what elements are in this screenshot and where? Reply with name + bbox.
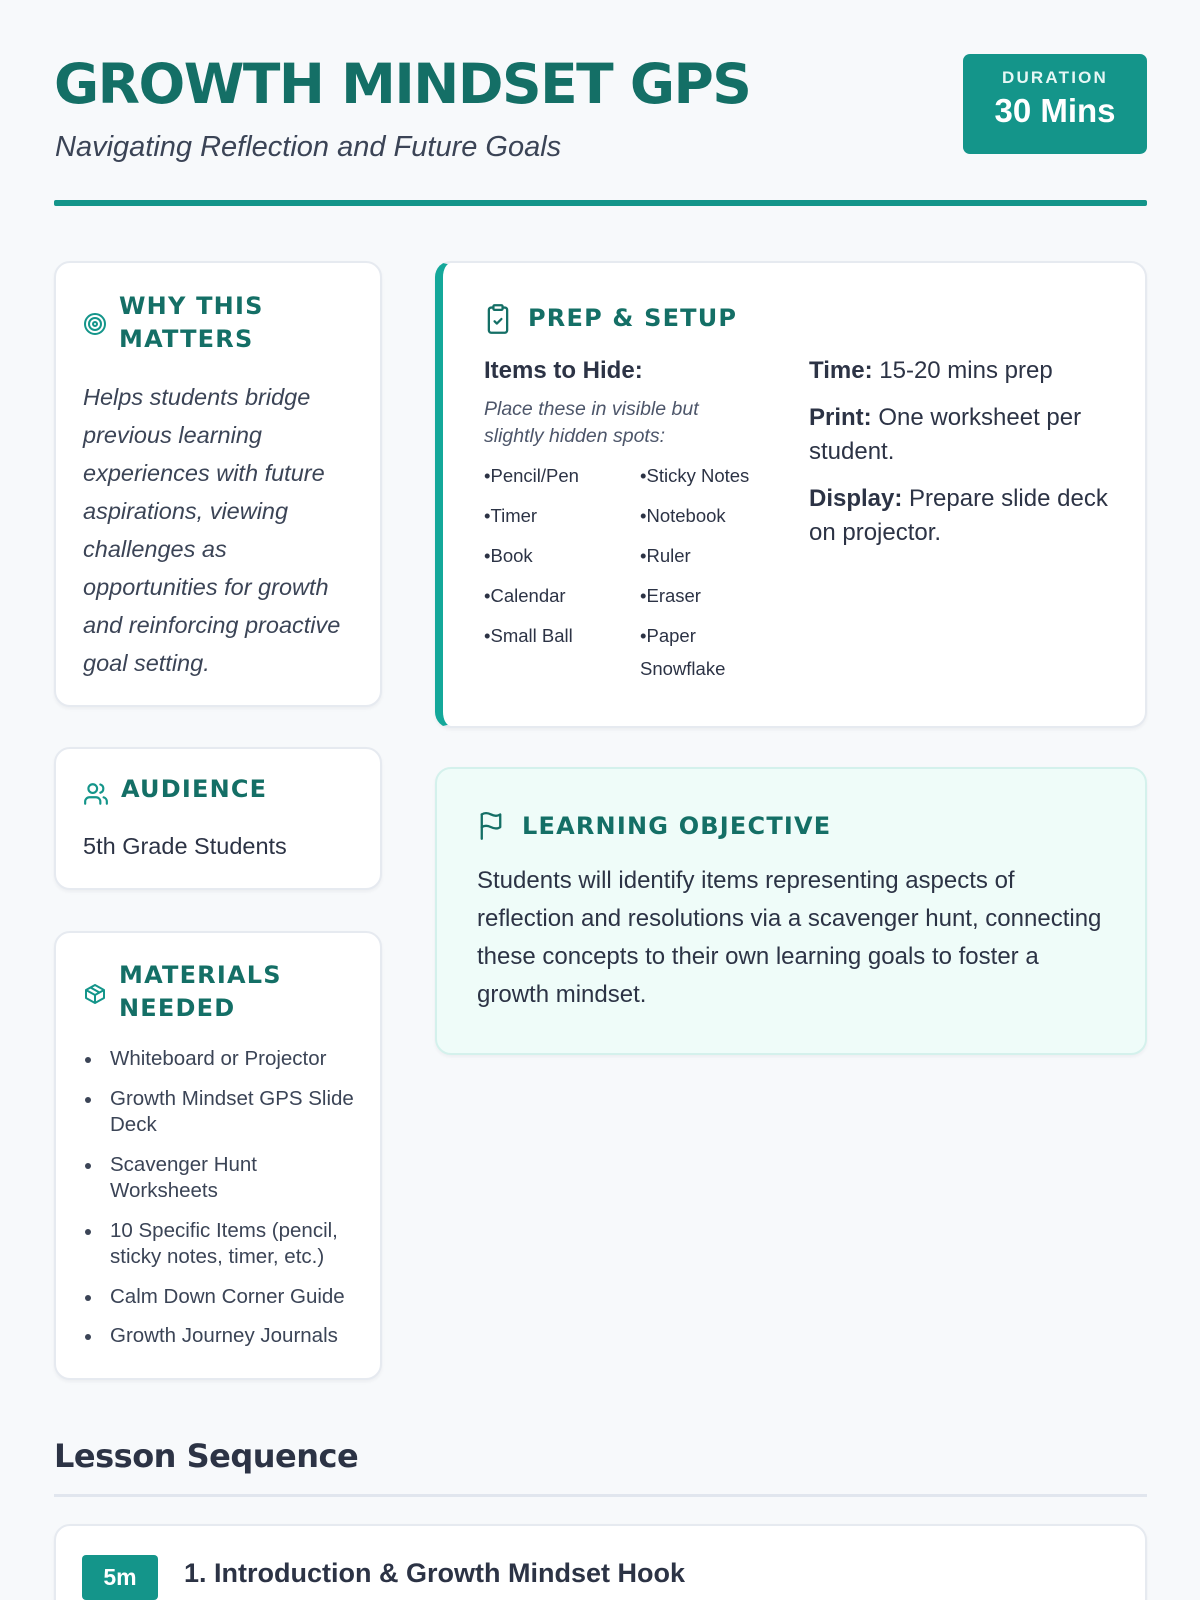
time-label: Time: [809, 357, 873, 384]
step-title: 1. Introduction & Growth Mindset Hook [184, 1558, 685, 1588]
duration-badge [963, 54, 1147, 154]
lesson-plan-page [54, 0, 1147, 1590]
audience-text: 5th Grade Students [83, 833, 287, 859]
list-item: • Small Ball [484, 619, 634, 652]
why-text: Helps students bridge previous learning experiences with future aspirations, viewing challenges as opportunities for growth and reinforcing proactive goal setting. [83, 384, 341, 676]
box-icon [83, 982, 107, 1006]
users-icon [83, 781, 109, 807]
target-icon [83, 312, 107, 336]
objective-title: LEARNING OBJECTIVE [522, 812, 832, 840]
clipboard-check-icon [484, 303, 512, 335]
list-item: • Paper Snowflake [640, 619, 780, 685]
why-card [54, 261, 382, 707]
sequence-title: Lesson Sequence [54, 1437, 359, 1475]
list-item: • Ruler [640, 539, 780, 572]
prep-card [435, 261, 1147, 728]
flag-icon [477, 811, 505, 841]
step-duration-badge: 5m [82, 1555, 158, 1600]
list-item: • Timer [484, 499, 634, 532]
sequence-step [54, 1524, 1147, 1600]
print-label: Print: [809, 404, 872, 431]
list-item: Growth Mindset GPS Slide Deck [83, 1086, 358, 1139]
list-item: • Sticky Notes [640, 459, 780, 492]
list-item: Whiteboard or Projector [83, 1046, 358, 1073]
prep-title: PREP & SETUP [528, 304, 738, 332]
list-item: Growth Journey Journals [83, 1323, 358, 1350]
list-item: • Notebook [640, 499, 780, 532]
objective-text: Students will identify items representing aspects of reflection and resolutions via a scavenger hunt, connecting these concepts to their own learning goals to foster a growth mindset. [477, 867, 1102, 1008]
duration-label: DURATION [1001, 68, 1109, 87]
display-value: Prepare slide deck on projector. [809, 485, 1108, 546]
objective-card [435, 767, 1147, 1055]
audience-card [54, 747, 382, 890]
list-item: Calm Down Corner Guide [83, 1284, 358, 1311]
sequence-divider [54, 1494, 1147, 1497]
list-item: Scavenger Hunt Worksheets [83, 1152, 358, 1205]
hide-list-left [484, 459, 634, 659]
prep-display [809, 482, 1119, 550]
prep-time [809, 354, 1119, 388]
page-subtitle: Navigating Reflection and Future Goals [55, 131, 562, 163]
list-item: • Eraser [640, 579, 780, 612]
prep-details [809, 354, 1119, 563]
materials-card [54, 931, 382, 1380]
hide-list-right [640, 459, 780, 692]
hide-note: Place these in visible but slightly hidden spots: [484, 398, 699, 447]
page-title: GROWTH MINDSET GPS [54, 52, 751, 116]
header [54, 0, 1147, 205]
prep-print [809, 401, 1119, 469]
hide-heading: Items to Hide: [484, 357, 643, 384]
display-label: Display: [809, 485, 903, 512]
print-value: One worksheet per student. [809, 404, 1082, 465]
materials-title: MATERIALS NEEDED [119, 961, 282, 1022]
audience-title: AUDIENCE [121, 775, 268, 803]
time-value: 15-20 mins prep [879, 357, 1053, 384]
list-item: • Calendar [484, 579, 634, 612]
list-item: • Book [484, 539, 634, 572]
why-title: WHY THIS MATTERS [119, 292, 264, 353]
list-item: 10 Specific Items (pencil, sticky notes, timer, etc.) [83, 1218, 358, 1271]
list-item: • Pencil/Pen [484, 459, 634, 492]
duration-value: 30 Mins [994, 92, 1116, 129]
header-divider [54, 200, 1147, 206]
materials-list [83, 1046, 358, 1363]
